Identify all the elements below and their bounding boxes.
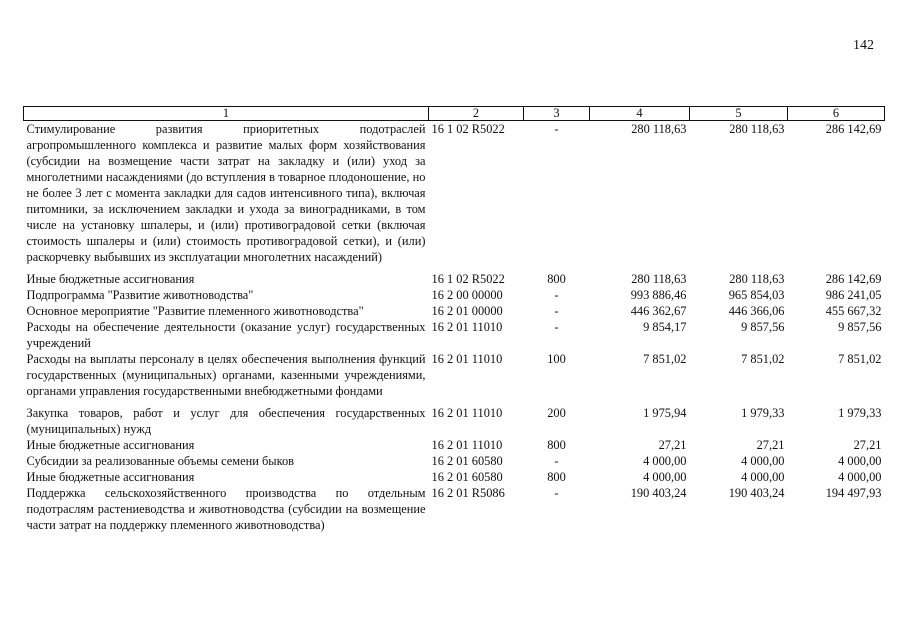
table-row xyxy=(24,271,885,287)
row-value-2: 4 000,00 xyxy=(741,454,785,468)
row-value-2: 190 403,24 xyxy=(728,486,785,500)
row-value-3: 286 142,69 xyxy=(825,272,882,286)
row-value-3: 4 000,00 xyxy=(838,470,882,484)
header-col-3: 3 xyxy=(524,107,590,121)
table-row xyxy=(24,405,885,437)
row-value-3: 1 979,33 xyxy=(838,406,882,420)
row-name: Субсидии за реализованные объемы семени быков xyxy=(26,454,295,468)
header-col-6: 6 xyxy=(788,107,885,121)
row-value-2: 7 851,02 xyxy=(741,352,785,366)
row-code: 16 2 01 00000 xyxy=(431,304,503,318)
row-value-3: 194 497,93 xyxy=(825,486,882,500)
budget-table xyxy=(23,106,885,533)
row-value-1: 27,21 xyxy=(658,438,687,452)
header-col-2: 2 xyxy=(429,107,524,121)
row-name: Подпрограмма "Развитие животноводства" xyxy=(26,288,254,302)
row-name: Иные бюджетные ассигнования xyxy=(26,470,195,484)
row-value-2: 9 857,56 xyxy=(741,320,785,334)
row-value-1: 190 403,24 xyxy=(630,486,687,500)
row-type: 200 xyxy=(547,406,566,420)
table-row xyxy=(24,453,885,469)
row-value-2: 280 118,63 xyxy=(729,122,785,136)
row-type: - xyxy=(554,122,559,136)
row-value-3: 455 667,32 xyxy=(825,304,882,318)
table-row xyxy=(24,485,885,533)
table-row xyxy=(24,319,885,351)
row-value-3: 7 851,02 xyxy=(838,352,882,366)
row-code: 16 2 01 11010 xyxy=(431,406,503,420)
row-value-1: 1 975,94 xyxy=(643,406,687,420)
page-number: 142 xyxy=(853,38,874,53)
row-name: Закупка товаров, работ и услуг для обеспечения государственных (муниципальных) нужд xyxy=(26,406,426,436)
row-code: 16 2 01 11010 xyxy=(431,352,503,366)
row-code: 16 2 01 R5086 xyxy=(431,486,505,500)
table-row xyxy=(24,287,885,303)
row-type: 800 xyxy=(547,272,566,286)
row-value-1: 4 000,00 xyxy=(643,470,687,484)
header-col-1: 1 xyxy=(24,107,429,121)
table-row xyxy=(24,121,885,272)
row-name: Расходы на выплаты персоналу в целях обеспечения выполнения функций государственных (муниципальных) органами, казенными учреждениями, органами управления государственными внебюджетными фондами xyxy=(26,352,426,398)
row-code: 16 2 01 11010 xyxy=(431,320,503,334)
row-value-2: 4 000,00 xyxy=(741,470,785,484)
row-name: Стимулирование развития приоритетных подотраслей агропромышленного комплекса и развитие малых форм хозяйствования (субсидии на возмещение части затрат на закладку и (или) уход за многолетними насаждениями (до вступления в товарное плодоношение, но не более 3 лет с момента закладки для садов интенсивного типа), включая питомники, за исключением закладки и ухода за виноградниками, в том числе на установку шпалеры, и (или) противоградовой сетки (включая стоимость шпалеры и (или) стоимость противоградовой сетки), и (или) раскорчевку выбывших из эксплуатации многолетних насаждений) xyxy=(26,122,426,264)
row-value-1: 4 000,00 xyxy=(643,454,687,468)
row-name: Поддержка сельскохозяйственного производства по отдельным подотраслям растениеводства и животноводства (субсидии на возмещение части затрат на поддержку племенного животноводства) xyxy=(26,486,426,532)
row-value-1: 993 886,46 xyxy=(630,288,687,302)
row-value-1: 9 854,17 xyxy=(643,320,687,334)
row-type: 100 xyxy=(547,352,566,366)
row-code: 16 2 01 11010 xyxy=(431,438,503,452)
row-value-1: 7 851,02 xyxy=(643,352,687,366)
row-value-3: 9 857,56 xyxy=(838,320,882,334)
row-name: Расходы на обеспечение деятельности (оказание услуг) государственных учреждений xyxy=(26,320,426,350)
row-code: 16 1 02 R5022 xyxy=(431,122,505,136)
row-value-2: 965 854,03 xyxy=(728,288,785,302)
row-value-1: 280 118,63 xyxy=(631,272,687,286)
row-code: 16 2 01 60580 xyxy=(431,454,503,468)
row-type: - xyxy=(554,454,559,468)
row-name: Иные бюджетные ассигнования xyxy=(26,272,195,286)
row-value-2: 1 979,33 xyxy=(741,406,785,420)
row-type: 800 xyxy=(547,470,566,484)
row-code: 16 2 00 00000 xyxy=(431,288,503,302)
header-col-5: 5 xyxy=(690,107,788,121)
row-type: - xyxy=(554,304,559,318)
row-code: 16 1 02 R5022 xyxy=(431,272,505,286)
row-name: Иные бюджетные ассигнования xyxy=(26,438,195,452)
row-value-3: 986 241,05 xyxy=(825,288,882,302)
row-name: Основное мероприятие "Развитие племенного животноводства" xyxy=(26,304,364,318)
row-value-2: 446 366,06 xyxy=(728,304,785,318)
row-value-1: 280 118,63 xyxy=(631,122,687,136)
row-value-2: 27,21 xyxy=(756,438,785,452)
table-row xyxy=(24,437,885,453)
row-type: - xyxy=(554,486,559,500)
row-code: 16 2 01 60580 xyxy=(431,470,503,484)
row-type: 800 xyxy=(547,438,566,452)
table-row xyxy=(24,351,885,405)
row-value-3: 286 142,69 xyxy=(825,122,882,136)
table-row xyxy=(24,303,885,319)
row-value-2: 280 118,63 xyxy=(729,272,785,286)
header-col-4: 4 xyxy=(590,107,690,121)
table-header-row xyxy=(24,107,885,121)
row-type: - xyxy=(554,320,559,334)
table-row xyxy=(24,469,885,485)
row-value-3: 4 000,00 xyxy=(838,454,882,468)
row-type: - xyxy=(554,288,559,302)
row-value-3: 27,21 xyxy=(853,438,882,452)
row-value-1: 446 362,67 xyxy=(630,304,687,318)
